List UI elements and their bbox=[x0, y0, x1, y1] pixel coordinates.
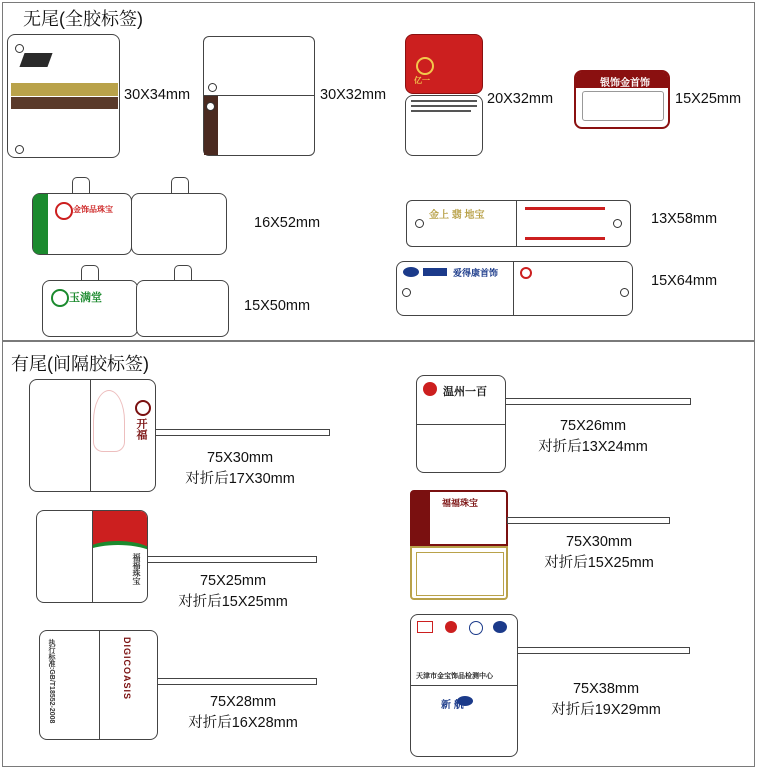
brand-text: 爱得康首饰 bbox=[453, 268, 499, 278]
brown-band bbox=[11, 97, 118, 109]
label-15x50-left bbox=[42, 280, 138, 337]
size-15x25: 15X25mm bbox=[675, 91, 742, 107]
label-13x58-left bbox=[406, 200, 517, 247]
size-75x26: 75X26mm 对折后13X24mm bbox=[538, 418, 648, 455]
size-20x32: 20X32mm bbox=[487, 91, 554, 107]
tail-strip bbox=[147, 556, 317, 563]
logo-icon bbox=[520, 267, 532, 279]
size-75x25: 75X25mm 对折后15X25mm bbox=[178, 573, 288, 610]
logo-icon bbox=[445, 621, 457, 633]
label-15x64-right bbox=[513, 261, 633, 316]
brand-text: 福福珠宝 bbox=[442, 498, 479, 508]
punch-hole bbox=[208, 83, 217, 92]
punch-hole bbox=[15, 44, 24, 53]
punch-hole bbox=[206, 102, 215, 111]
tag-75x30b-top bbox=[410, 490, 508, 546]
logo-icon bbox=[55, 202, 73, 220]
brand-text: 金上 翡 地宝 bbox=[429, 210, 485, 221]
hanger-tab bbox=[171, 177, 189, 193]
tag-75x38-top bbox=[410, 614, 518, 686]
hanger-tab bbox=[174, 265, 192, 281]
size-16x52: 16X52mm bbox=[254, 215, 321, 231]
size-30x32: 30X32mm bbox=[320, 87, 387, 103]
tail-strip bbox=[155, 429, 330, 436]
tag-75x30b-bottom bbox=[410, 546, 508, 600]
punch-hole bbox=[613, 219, 622, 228]
label-20x32-bottom bbox=[405, 95, 483, 156]
size-15x50: 15X50mm bbox=[244, 298, 311, 314]
label-15x25 bbox=[574, 70, 670, 129]
label-20x32-top bbox=[405, 34, 483, 94]
size-15x64: 15X64mm bbox=[651, 273, 718, 289]
size-13x58: 13X58mm bbox=[651, 211, 718, 227]
tail-section-title: 有尾(间隔胶标签) bbox=[11, 354, 149, 374]
logo-icon bbox=[423, 382, 437, 396]
no-tail-section-title: 无尾(全胶标签) bbox=[23, 9, 143, 29]
no-tail-panel bbox=[2, 2, 755, 341]
size-75x38: 75X38mm 对折后19X29mm bbox=[551, 681, 661, 718]
ornate-frame bbox=[416, 552, 504, 596]
tag-75x28-right bbox=[99, 630, 158, 740]
brand-text: DIGICOASIS bbox=[122, 637, 132, 701]
label-30x32-top bbox=[203, 36, 315, 96]
cloud-pattern bbox=[93, 390, 125, 452]
size-30x34: 30X34mm bbox=[124, 87, 191, 103]
brand-text: 天津市金宝饰品检测中心 bbox=[416, 673, 493, 680]
punch-hole bbox=[620, 288, 629, 297]
brand-text: 金饰品珠宝 bbox=[73, 205, 113, 214]
logo-icon bbox=[469, 621, 483, 635]
ornament-strip bbox=[412, 492, 430, 544]
tag-75x38-bottom bbox=[410, 685, 518, 757]
size-75x28: 75X28mm 对折后16X28mm bbox=[188, 694, 298, 731]
tag-75x25-left bbox=[36, 510, 93, 603]
size-75x30b: 75X30mm 对折后15X25mm bbox=[544, 534, 654, 571]
tail-strip bbox=[507, 517, 670, 524]
label-16x52-right bbox=[131, 193, 227, 255]
tag-75x25-right bbox=[92, 510, 148, 603]
tag-75x30-left bbox=[29, 379, 91, 492]
size-75x30a: 75X30mm 对折后17X30mm bbox=[185, 450, 295, 487]
tag-75x26-top bbox=[416, 375, 506, 425]
label-15x50-right bbox=[136, 280, 229, 337]
label-13x58-right bbox=[516, 200, 631, 247]
logo-icon bbox=[417, 621, 433, 633]
tail-strip bbox=[157, 678, 317, 685]
hanger-tab bbox=[81, 265, 99, 281]
brand-text: 新 航 bbox=[441, 700, 464, 711]
logo-icon bbox=[416, 57, 434, 75]
brand-text: 玉满堂 bbox=[69, 292, 102, 304]
logo-icon bbox=[51, 289, 69, 307]
logo-bird-icon bbox=[19, 53, 52, 67]
hanger-tab bbox=[72, 177, 90, 193]
punch-hole bbox=[415, 219, 424, 228]
label-30x34 bbox=[7, 34, 120, 158]
tag-75x30-right bbox=[90, 379, 156, 492]
label-15x64-left bbox=[396, 261, 514, 316]
punch-hole bbox=[402, 288, 411, 297]
tag-75x28-left bbox=[39, 630, 100, 740]
brand-text: 开福 bbox=[135, 418, 147, 440]
brand-text: 温州一百 bbox=[443, 386, 487, 398]
standard-code: 执行标准:GB/T18552-2008 bbox=[48, 639, 55, 724]
tag-75x26-bottom bbox=[416, 424, 506, 473]
logo-icon bbox=[403, 267, 419, 277]
brand-text: 银饰金首饰 bbox=[600, 78, 650, 89]
tail-strip bbox=[505, 398, 691, 405]
label-16x52-left bbox=[32, 193, 132, 255]
logo-icon bbox=[493, 621, 507, 633]
green-strip bbox=[33, 194, 48, 254]
punch-hole bbox=[15, 145, 24, 154]
brand-text: 福福珠宝 bbox=[132, 553, 141, 585]
tail-panel bbox=[2, 341, 755, 767]
logo-icon bbox=[135, 400, 151, 416]
gold-band bbox=[11, 83, 118, 96]
brand-text: 亿一 bbox=[414, 76, 430, 85]
tail-strip bbox=[517, 647, 690, 654]
label-30x32-bottom bbox=[203, 95, 315, 156]
